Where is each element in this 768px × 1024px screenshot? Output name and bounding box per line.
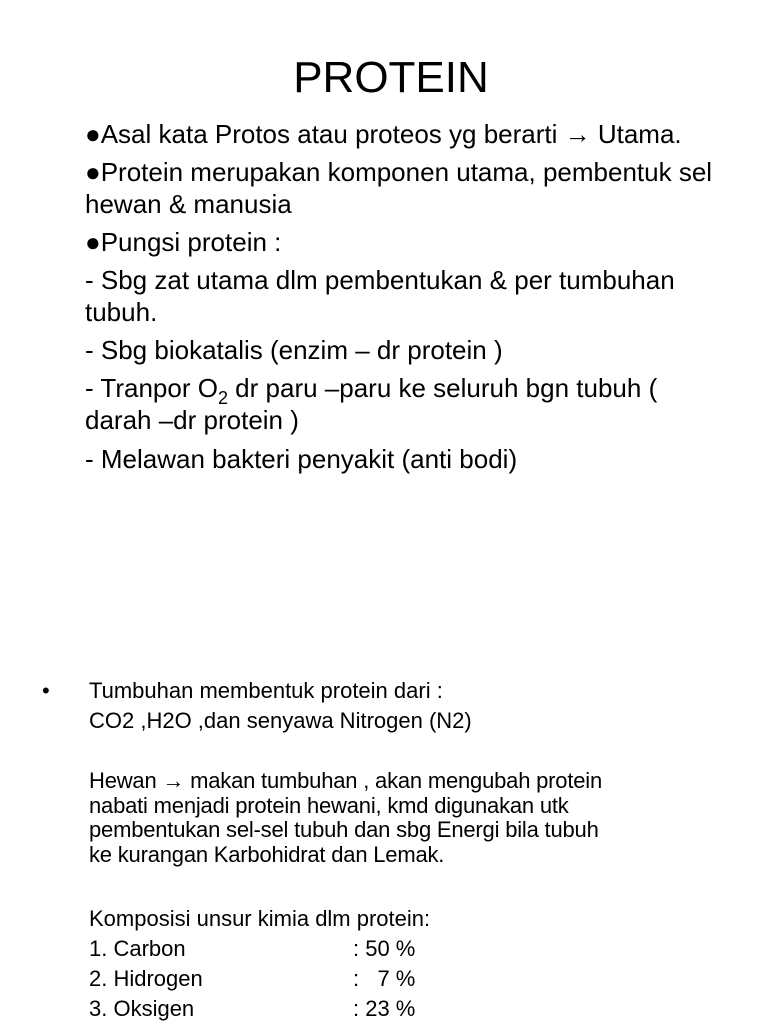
page-title: PROTEIN (293, 53, 489, 102)
element-value: : 23 % (353, 996, 416, 1021)
element-value: : 7 % (353, 966, 416, 991)
function-item-2: - Sbg biokatalis (enzim – dr protein ) (85, 335, 503, 365)
animal-line-3: pembentukan sel-sel tubuh dan sbg Energi bila tubuh (89, 817, 599, 842)
function-item-1: - Sbg zat utama dlm pembentukan & per tumbuhan tubuh. (85, 265, 675, 327)
plant-line-1: Tumbuhan membentuk protein dari : (89, 678, 443, 703)
component-bullet: ●Protein merupakan komponen utama, pembentuk sel hewan & manusia (85, 157, 713, 219)
element-value: : 50 % (353, 936, 416, 961)
composition-title: Komposisi unsur kimia dlm protein: (89, 906, 431, 931)
animal-line-4: ke kurangan Karbohidrat dan Lemak. (89, 841, 445, 867)
plant-line-2: CO2 ,H2O ,dan senyawa Nitrogen (N2) (89, 708, 472, 733)
section2-bullet: • (42, 678, 50, 703)
composition-row (89, 934, 729, 964)
animal-line-1: Hewan → makan tumbuhan , akan mengubah protein (89, 768, 603, 793)
element-name: 3. Oksigen (89, 996, 195, 1021)
subscript-2: 2 (217, 388, 228, 408)
origin-bullet: ●Asal kata Protos atau proteos yg berarti → Utama. (85, 119, 682, 149)
plant-protein-text (89, 678, 729, 734)
composition-block (89, 904, 729, 1024)
composition-row (89, 994, 729, 1024)
protein-intro-list (85, 118, 725, 481)
function-item-3: - Tranpor $O_2$ dr paru –paru ke seluruh bgn tubuh ( darah –dr protein ) (85, 373, 658, 435)
animal-protein-paragraph (89, 769, 729, 867)
function-heading: ●Pungsi protein : (85, 227, 282, 257)
function-item-4: - Melawan bakteri penyakit (anti bodi) (85, 444, 518, 474)
composition-row (89, 964, 729, 994)
element-name: 2. Hidrogen (89, 966, 203, 991)
element-name: 1. Carbon (89, 936, 186, 961)
animal-line-2: nabati menjadi protein hewani, kmd digunakan utk (89, 792, 569, 818)
